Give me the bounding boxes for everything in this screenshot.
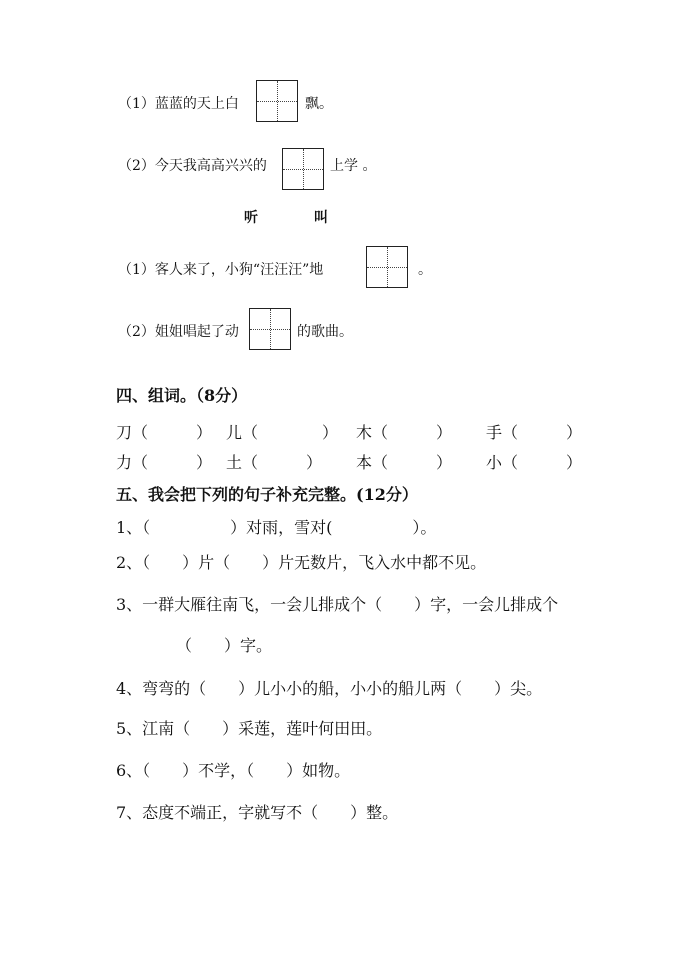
choice-word: 听 [244, 210, 258, 226]
fill-item-4-suffix: 的歌曲。 [297, 324, 353, 340]
sentence-item-continuation: （ ）字。 [176, 636, 273, 655]
fill-item-3-prefix: （1）客人来了，小狗“汪汪汪”地 [118, 262, 324, 278]
tian-grid-box[interactable] [256, 80, 298, 122]
section5-title: 五、我会把下列的句子补充完整。(12分） [116, 485, 418, 504]
word-group-item: 小（ ） [486, 453, 583, 472]
sentence-item: 2、（ ）片（ ）片无数片，飞入水中都不见。 [116, 553, 487, 572]
fill-item-3-suffix: 。 [418, 262, 432, 278]
sentence-item: 1、（ ）对雨，雪对( ）。 [116, 518, 437, 537]
tian-grid-box[interactable] [282, 148, 324, 190]
sentence-item: 6、（ ）不学，（ ）如物。 [116, 761, 351, 780]
tian-grid-box[interactable] [366, 246, 408, 288]
word-group-item: 力（ ） [116, 453, 213, 472]
sentence-item: 3、一群大雁往南飞，一会儿排成个（ ）字，一会儿排成个 [116, 595, 559, 614]
word-group-item: 儿（ ） [226, 423, 339, 442]
sentence-item: 5、江南（ ）采莲，莲叶何田田。 [116, 719, 383, 738]
fill-item-1-suffix: 飘。 [305, 96, 333, 112]
word-group-item: 本（ ） [356, 453, 453, 472]
fill-item-1-prefix: （1）蓝蓝的天上白 [118, 96, 239, 112]
word-group-item: 土（ ） [226, 453, 323, 472]
tian-grid-box[interactable] [249, 308, 291, 350]
section4-title: 四、组词。（8分） [116, 386, 248, 405]
sentence-item: 4、弯弯的（ ）儿小小的船，小小的船儿两（ ）尖。 [116, 679, 543, 698]
word-group-item: 手（ ） [486, 423, 583, 442]
choice-word: 叫 [314, 210, 328, 226]
sentence-item: 7、态度不端正，字就写不（ ）整。 [116, 803, 399, 822]
word-group-item: 刀（ ） [116, 423, 213, 442]
fill-item-2-suffix: 上学 。 [330, 158, 377, 174]
word-group-item: 木（ ） [356, 423, 453, 442]
fill-item-4-prefix: （2）姐姐唱起了动 [118, 324, 239, 340]
fill-item-2-prefix: （2）今天我高高兴兴的 [118, 158, 267, 174]
